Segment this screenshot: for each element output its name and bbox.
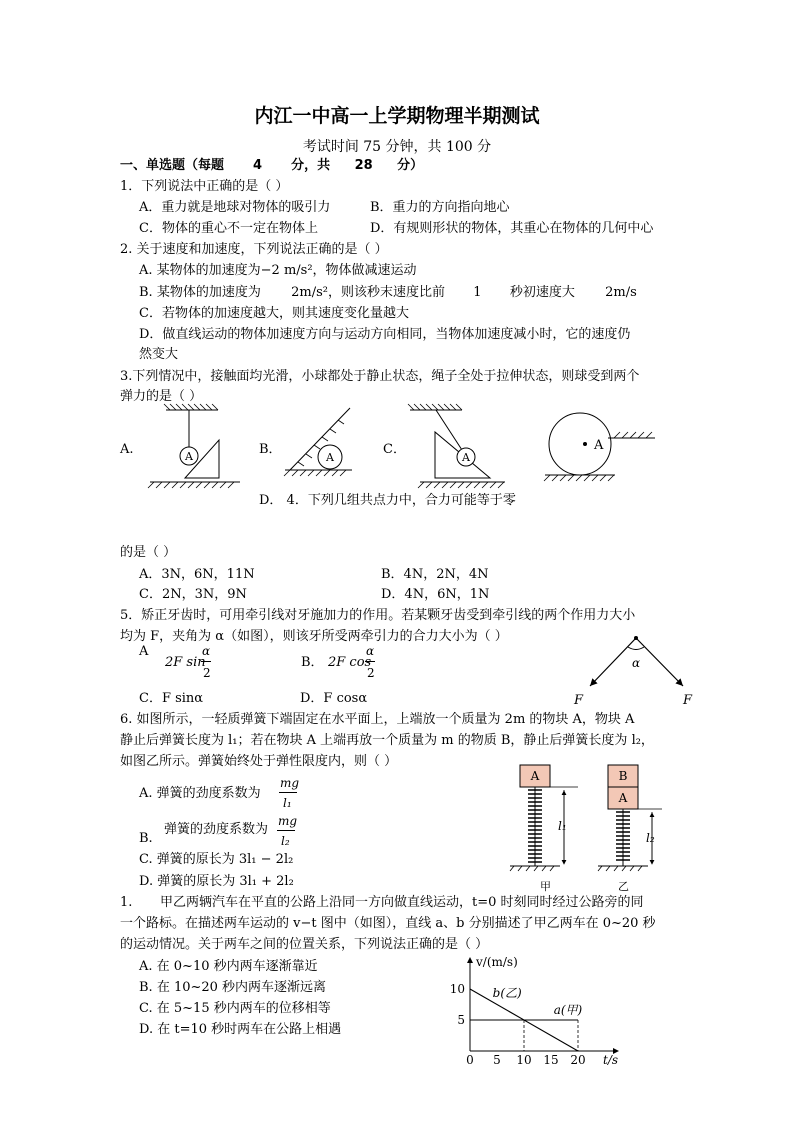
q6-option-a-text: A. 弹簧的劲度系数为 xyxy=(139,786,261,801)
y-tick-label: 10 xyxy=(449,982,465,996)
q3-figure-d xyxy=(544,413,655,481)
q6-a-frac-bar xyxy=(279,792,297,793)
q3-stem-line1: 3.下列情况中，接触面均光滑，小球都处于静止状态，绳子全处于拉伸状态，则球受到两个 xyxy=(120,369,640,384)
q6-a-frac-num: mg xyxy=(280,776,300,790)
q6-block-b: B xyxy=(618,769,628,783)
q6-l2-label: l₂ xyxy=(646,831,655,845)
q3-ball-label-d: A xyxy=(594,438,604,453)
q5-b-frac-num: α xyxy=(366,644,375,658)
q6-figure xyxy=(500,762,670,897)
x-tick-label: 15 xyxy=(543,1053,559,1067)
q6-b-frac-den: l₂ xyxy=(281,834,290,848)
q7-stem-line1: 甲乙两辆汽车在平直的公路上沿同一方向做直线运动，t=0 时刻同时经过公路旁的同 xyxy=(160,895,644,910)
vt-chart xyxy=(440,952,630,1067)
q6-b-frac-num: mg xyxy=(278,814,298,828)
q2-option-b xyxy=(139,285,637,301)
y-tick-label: 5 xyxy=(457,1013,465,1027)
q2-option-d-line2: 然变大 xyxy=(139,347,179,362)
q6-stem-line3: 如图乙所示。弹簧始终处于弹性限度内，则（ ） xyxy=(120,754,398,769)
q7-stem-line2: 一个路标。在描述两车运动的 v−t 图中（如图），直线 a、b 分别描述了甲乙两车在 0~20 秒 xyxy=(120,916,656,931)
q4-option-b: B．4N，2N，4N xyxy=(381,567,489,582)
q5-b-frac-den: 2 xyxy=(367,666,375,680)
q5-figure xyxy=(568,630,698,710)
q3-option-d-q4-stem: D． 4．下列几组共点力中，合力可能等于零 xyxy=(259,493,516,508)
x-axis-label: t/s xyxy=(603,1053,619,1067)
page-title: 内江一中高一上学期物理半期测试 xyxy=(254,105,540,127)
q5-b-frac-bar xyxy=(365,661,375,662)
section-name: 一、单选题（每题 xyxy=(120,158,225,173)
q2-b-part5: 2m/s xyxy=(605,285,637,300)
q4-option-d: D．4N，6N，1N xyxy=(381,587,490,602)
q6-block-a-yi: A xyxy=(618,791,628,805)
section-total: 28 xyxy=(354,158,373,173)
q6-option-d: D. 弹簧的原长为 3l₁ + 2l₂ xyxy=(139,874,294,889)
q3-figure-c xyxy=(408,404,505,488)
q1-option-d: D．有规则形状的物体，其重心在物体的几何中心 xyxy=(370,221,654,236)
x-tick-label: 0 xyxy=(466,1053,474,1067)
q1-option-b: B．重力的方向指向地心 xyxy=(370,200,510,215)
q5-option-c: C．F sinα xyxy=(139,691,204,706)
q6-a-frac-den: l₁ xyxy=(283,796,292,810)
q6-figure-yi xyxy=(598,765,662,893)
x-tick-label: 5 xyxy=(493,1053,501,1067)
q6-option-c: C. 弹簧的原长为 3l₁ − 2l₂ xyxy=(139,852,294,867)
q5-a-frac-num: α xyxy=(202,644,211,658)
q7-option-a: A. 在 0~10 秒内两车逐渐靠近 xyxy=(139,959,318,974)
q5-stem-line1: 5．矫正牙齿时，可用牵引线对牙施加力的作用。若某颗牙齿受到牵引线的两个作用力大小 xyxy=(120,608,636,623)
q1-option-c: C．物体的重心不一定在物体上 xyxy=(139,221,318,236)
y-axis-label: v/(m/s) xyxy=(476,955,518,969)
q2-b-part4: 秒初速度大 xyxy=(509,285,575,300)
q4-option-a: A．3N，6N，11N xyxy=(139,567,255,582)
section-mid: 分，共 xyxy=(291,158,331,173)
q6-label-jia: 甲 xyxy=(540,880,551,893)
q7-number: 1. xyxy=(120,895,133,910)
q6-b-frac-bar xyxy=(277,830,295,831)
q6-stem-line1: 6. 如图所示，一轻质弹簧下端固定在水平面上，上端放一个质量为 2m 的物块 A，物块 A xyxy=(120,712,635,727)
x-tick-label: 10 xyxy=(516,1053,532,1067)
q4-option-c: C．2N，3N，9N xyxy=(139,587,247,602)
q1-stem: 1．下列说法中正确的是（ ） xyxy=(120,179,289,194)
q5-figure-f-right: F xyxy=(683,693,693,708)
q6-option-b-text: 弹簧的劲度系数为 xyxy=(164,822,269,837)
section-heading xyxy=(120,158,423,174)
q5-option-b-expr: 2F cos xyxy=(328,655,372,670)
q5-option-d: D．F cosα xyxy=(300,691,368,706)
q6-figure-jia xyxy=(510,765,578,893)
series-label-b: b(乙) xyxy=(492,986,522,1001)
q2-option-d-line1: D．做直线运动的物体加速度方向与运动方向相同，当物体加速度减小时，它的速度仍 xyxy=(139,327,631,342)
q2-stem: 2. 关于速度和加速度，下列说法正确的是（ ） xyxy=(120,242,388,257)
q3-stem-line2: 弹力的是（ ） xyxy=(120,389,203,404)
q3-ball-label-a: A xyxy=(185,450,193,463)
q3-ball-label-b: A xyxy=(326,451,334,464)
q6-block-a-jia: A xyxy=(530,769,540,783)
exam-info: 考试时间 75 分钟，共 100 分 xyxy=(302,139,492,155)
q5-option-a-label: A xyxy=(139,644,149,659)
series-label-a: a(甲) xyxy=(553,1003,583,1017)
x-tick-label: 20 xyxy=(570,1053,586,1067)
q6-stem-line2: 静止后弹簧长度为 l₁；若在物块 A 上端再放一个质量为 m 的物质 B，静止后弹簧长度为 l₂， xyxy=(120,733,654,748)
q3-label-b: B． xyxy=(259,442,282,457)
q7-option-b: B. 在 10~20 秒内两车逐渐远离 xyxy=(139,980,327,995)
q5-option-a-expr: 2F sin xyxy=(165,655,206,670)
q5-a-frac-den: 2 xyxy=(203,666,211,680)
q1-option-a: A．重力就是地球对物体的吸引力 xyxy=(139,200,331,215)
q2-b-part2: 2m/s²，则该秒末速度比前 xyxy=(291,285,445,300)
q7-option-d: D. 在 t=10 秒时两车在公路上相遇 xyxy=(139,1022,342,1037)
q3-ball-label-c: A xyxy=(462,451,470,464)
q7-stem-line3: 的运动情况。关于两车之间的位置关系，下列说法正确的是（ ） xyxy=(120,937,489,952)
q5-figure-alpha: α xyxy=(631,656,641,670)
section-end: 分） xyxy=(397,158,424,173)
q2-option-c: C．若物体的加速度越大，则其速度变化量越大 xyxy=(139,306,409,321)
q2-option-a: A. 某物体的加速度为−2 m/s²，物体做减速运动 xyxy=(139,263,417,278)
q5-option-b-label: B． xyxy=(301,655,324,670)
q3-label-c: C． xyxy=(383,442,406,457)
q3-figure-a xyxy=(148,404,240,488)
q7-option-c: C. 在 5~15 秒内两车的位移相等 xyxy=(139,1001,331,1016)
q5-a-frac-bar xyxy=(201,661,211,662)
q3-figure-b xyxy=(284,408,352,476)
section-points: 4 xyxy=(253,158,263,173)
q5-figure-f-left: F xyxy=(574,693,584,708)
q3-figures xyxy=(140,400,670,490)
q6-option-b-label: B. xyxy=(139,831,153,846)
q2-b-part3: 1 xyxy=(473,285,482,300)
q6-l1-label: l₁ xyxy=(558,819,567,833)
q5-stem-line2: 均为 F，夹角为 α（如图），则该牙所受两牵引力的合力大小为（ ） xyxy=(120,629,508,644)
q6-label-yi: 乙 xyxy=(618,880,629,893)
q4-stem-cont: 的是（ ） xyxy=(120,545,177,560)
q2-b-part1: B. 某物体的加速度为 xyxy=(139,285,261,300)
q3-label-a: A. xyxy=(120,442,134,457)
